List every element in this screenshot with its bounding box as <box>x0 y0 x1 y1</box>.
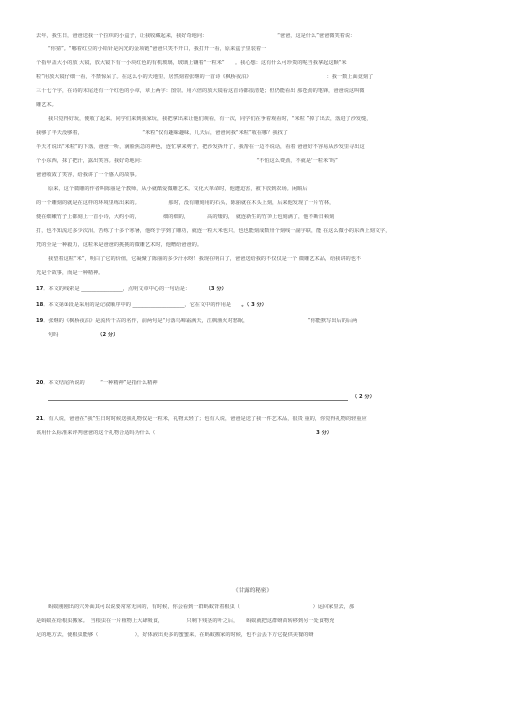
passage-line: 原来，这个微雕的作者叫陈丽是个教师，从小就酷爱微雕艺术。文化大革命时，他遭迫害，被下放到农场。闲暇后 <box>48 186 308 192</box>
question-21 <box>36 416 476 423</box>
section-title: 《甘露的秘密》 <box>232 588 273 594</box>
passage-line: “你猜”。“哪着红豆的小铅针是闪光的金项链”爸爸只笑不开口，我打开一看，原来盒子里装着一 <box>48 46 267 52</box>
passage-line: 三十七个字，在诗的末尾还有一个红色的小章，章上两字：图崇。用六倍的放大镜看这首诗都很清楚；但仍能看出 那苍劲的笔锋，爸爸说这叫微 <box>36 88 365 94</box>
passage-line: 爸爸收敛了笑容，给我讲了一个感人的故事。 <box>36 172 140 178</box>
question-19 <box>36 318 476 325</box>
question-19-cont <box>48 332 476 339</box>
question-number: 21 <box>36 416 44 422</box>
question-text: ．本文的线索是 ________________，点明文章中心的一句话是： <box>43 286 188 292</box>
question-score: （2 分） <box>99 332 119 338</box>
passage-line: 我只觉得好玩，便收了起来。同学们来到我家玩，我把拿出来让他们观看，有一次，同学们在争着观看时，“米粒 ”掉了出去，落进了沙发缝， <box>48 116 372 122</box>
question-text: ．本文第③段是采用的是记叙顺序中的 ____________________，它在文中的作用是 <box>43 302 232 308</box>
passage-line: 粒”用放大镜仔细一看，不禁惊呆了。在这么小的天地里，居然刻着张继的一首诗《枫桥夜泊》 ：我一数上面竟刻了 <box>36 74 374 80</box>
question-score: 。（ 3 分） <box>241 302 267 308</box>
passage-line: 去年，我生日，爸爸送我一个拉织的小盒子，让我收藏起来，我好奇地问： “爸爸，这是什么”爸爸微笑着说： <box>36 33 356 39</box>
passage-line: 雕艺术。 <box>36 102 57 108</box>
passage-line: 蚂蚁刚刚出的穴外面其可以说要常常无回的，有时候，你会看到一群蚂蚁背着根虫（ ）运回家里去，那 <box>48 604 355 610</box>
question-text: ．张继的《枫桥夜泊》是流传千古的名作，前两句是“月落乌啼霜满天，江枫渔火对愁眠， <box>43 318 246 324</box>
passage-line: 个指甲盖大小的放 大镜，放大镜下有一小块红色的有机玻璃，玻璃上镶着“一粒米” 。我心想：这有什么可珍贵的呢当我拿起这颗“米 <box>36 60 347 66</box>
passage-line: 半天才说出“米粒”的下落，爸爸一听，满脸焦急的神色，连忙拿来剪子，把沙发拆开了，我帮在一边不说话，看着 爸爸好不容易从沙发里寻出这 <box>36 144 365 150</box>
question-text: 该用什么标准来评判爸爸的这个礼物合适吗为什么（ <box>36 430 156 436</box>
question-18 <box>36 302 476 309</box>
question-number: 20 <box>36 380 44 386</box>
question-score: 3 分） <box>316 430 332 436</box>
answer-line[interactable] <box>48 400 348 401</box>
question-text: ．有人说，爸爸在“我”生日时时候送我礼物仅是一粒米，礼物太轻了；也有人说，爸爸是送了我一件艺术品，很贵 重的，你觉得礼物的轻重应 <box>43 416 367 422</box>
passage-line: 便在细嫩竹子上都刻上一首小诗，大约小的， 细的细的， 高的矮的， 就连新生的竹笋上也刻满了，他不断日顿刻 <box>36 214 335 220</box>
question-number: 19 <box>36 318 44 324</box>
question-number: 18 <box>36 302 44 308</box>
passage-line: 打，也不知流过多少次泪，苦练了十多个寒暑，他终于学到了雕功，就连一粒大米也只，也也能刻成数卅个刻线一副字联，能 在这么微小的东西上刻文字， <box>36 228 391 234</box>
question-20-score <box>352 394 412 401</box>
question-score: ”你能默写出后的后两 <box>307 318 358 324</box>
question-text: 句吗 <box>48 332 59 338</box>
question-score: （ 2 分） <box>352 394 375 400</box>
passage-line: 凭的全是一种毅力，这粒米是爸爸的挑挑的微雕艺术时，他赠给爸爸的。 <box>36 242 203 248</box>
question-21-cont <box>36 430 476 437</box>
passage-line: 足的地方去，使根虫能够（ ），好体液出更多的蜜蜜来，在蚂蚁搬家的时候，也不会丢下方它提供美餐的蚜 <box>36 632 314 638</box>
question-17 <box>36 286 476 293</box>
passage-line: 个小东西，抹了把汗，露出笑容。我好奇地问： “不怕这么费劲，不就是‘一粒米’吗” <box>36 158 338 164</box>
passage-line: 是蚂蚁在给根虫搬家。 当根虫在一片植物上大肆吸食， 只剩下残茎的叶之后， 蚂蚁就把这群蚜苗转移到另一处食物充 <box>36 618 335 624</box>
question-number: 17 <box>36 286 44 292</box>
passage-line: 我望着这粒“米”，明白了它的价值，它凝聚了陈丽的多少汗水呀！我现在明白了，爸爸送给我的不仅仅是一个 微雕艺术品，给我讲的也不 <box>48 256 362 262</box>
question-text: ．本文结尾所说的 “一种精神”是指什么精神 <box>43 380 158 386</box>
question-20 <box>36 380 476 387</box>
passage-line: 的一个雕刻的就是在这样的环境里练出来的。 那时，没有雕刻用的石头，陈丽就在木头上刻，后来他发现了一片竹林， <box>36 200 335 206</box>
question-score: （3 分） <box>208 286 227 292</box>
passage-line: 我够了半天没够着， “米粒”仅有趣味趣味，几天后，爸爸问我“米粒”收在哪？我找了 <box>36 130 288 136</box>
passage-line: 光是个故事，而是一种精神。 <box>36 270 104 276</box>
